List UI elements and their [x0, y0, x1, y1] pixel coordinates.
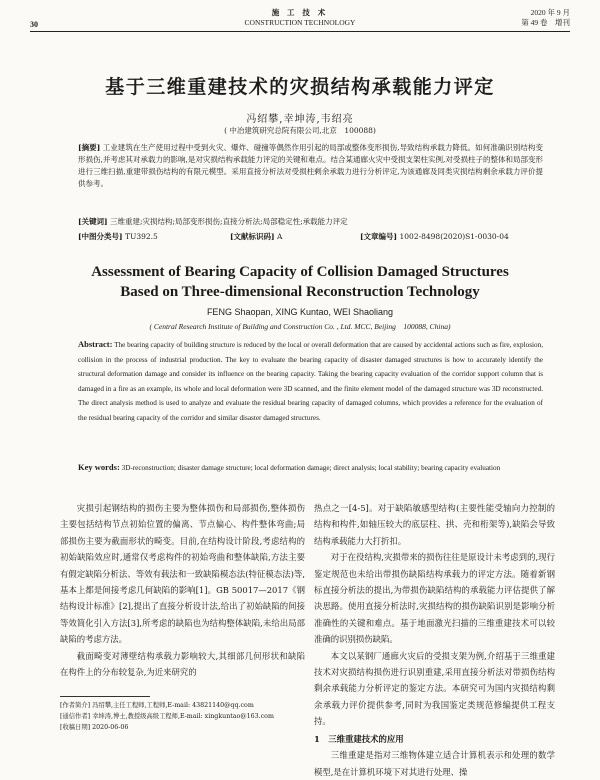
paper-title-en [0, 262, 600, 302]
authors-cn: 冯绍攀,幸坤涛,韦绍亮 [246, 114, 354, 125]
keywords-cn-label: [关键词] [78, 217, 108, 226]
paper-title-en-line1: Assessment of Bearing Capacity of Collision Damaged Structures [91, 264, 509, 280]
abstract-cn-text: 工业建筑在生产使用过程中受到火灾、爆炸、碰撞等偶然作用引起的局部或整体变形损伤,导致结构承载力降低。如何准确识别结构变形损伤,并考虑其对承载力的影响,是对灾损结构承载能力评定的关键和难点。结合某通廊火灾中受损支架柱实例,对受损柱子的整体和局部变形进行三维扫描,重建带损伤结构的有限元模型。采用直接分析法对受损柱剩余承载力进行分析评定,为该通廊及同类灾损结构剩余承载力评价提供参考。 [78, 143, 543, 188]
body-paragraph: 灾损引起钢结构的损伤主要为整体损伤和局部损伤,整体损伤主要包括结构节点初始位置的偏离、节点偏心、构件整体弯曲;局部损伤主要为截面形状的畸变。目前,在结构设计阶段,考虑结构的初始缺陷效应时,通常仅考虑构件的初始弯曲和整体缺陷,方法主要有假定缺陷分析法、等效有载法和一致缺陷模态法(特征模态法)等,基本上都是间接考虑几何缺陷的影响[1]。GB 50017—2017《钢结构设计标准》[2],提出了直接分析设计法,给出了初始缺陷的间接等效简化引入方法[3],所考虑的缺陷也为结构整体缺陷,未给出局部缺陷的考虑方法。 [60, 503, 305, 645]
body-paragraph: 截面畸变对薄壁结构承载力影响较大,其细部几何形状和缺陷在构件上的分布较复杂,为近来研究的 [60, 650, 305, 678]
affiliation-cn: ( 中冶建筑研究总院有限公司,北京 100088) [224, 126, 376, 135]
footnote-rule [60, 696, 150, 697]
footnotes [60, 700, 305, 733]
journal-name-cn: 施 工 技 术 [271, 8, 329, 17]
keywords-cn-text: 三维重建;灾损结构;局部变形损伤;直接分析法;局部稳定性;承载能力评定 [110, 217, 348, 226]
body-column-left [60, 500, 305, 680]
clc-label: [中图分类号] [78, 232, 123, 241]
footnote-author-bio: [作者简介] 冯绍攀,主任工程师,工程师,E-mail: 43821140@qq.com [60, 702, 254, 709]
authors-en: FENG Shaopan, XING Kuntao, WEI Shaoliang [206, 307, 394, 317]
body-paragraph: 本文以某钢厂通廊火灾后的受损支架为例,介绍基于三维重建技术对灾损结构损伤进行识别重建,采用直接分析法对带损伤结构剩余承载能力分析评定的鉴定方法。本研究可为国内灾损结构剩余承载力评价提供参考,同时为我国鉴定类规范修编提供工程支持。 [314, 650, 555, 727]
clc-value: TU392.5 [125, 232, 158, 241]
article-id-value: 1002-8498(2020)S1-0030-04 [399, 232, 509, 241]
issue-info [521, 8, 570, 28]
journal-name-en: CONSTRUCTION TECHNOLOGY [244, 18, 356, 27]
keywords-en-label: Key words: [78, 462, 120, 472]
keywords-en [78, 461, 543, 475]
doc-code-value: A [277, 232, 283, 241]
footnote-received-date: [收稿日期] 2020-06-06 [60, 724, 129, 731]
body-column-right [314, 500, 555, 780]
body-paragraph: 热点之一[4-5]。对于缺陷敏感型结构(主要性能受轴向力控制的结构和构件,如轴压较大的底层柱、拱、壳和桁架等),缺陷会导致结构承载能力大打折扣。 [314, 503, 555, 546]
footnote-corresponding: [通信作者] 幸坤涛,博士,教授级高级工程师,E-mail: xingkuntao@163.com [60, 713, 274, 720]
keywords-en-text: 3D-reconstruction; disaster damage structure; local deformation damage; direct analysis; local stability; bearing capacity evaluation [121, 464, 501, 472]
keywords-cn [78, 216, 543, 228]
section-heading: 1 三维重建技术的应用 [314, 733, 404, 744]
article-id-label: [文章编号] [360, 232, 398, 241]
abstract-en [78, 337, 543, 425]
abstract-cn-label: [摘要] [78, 143, 101, 152]
header-rule [30, 31, 570, 32]
issue-date: 2020 年 9 月 [530, 8, 570, 17]
body-paragraph: 三维重建是指对三维物体建立适合计算机表示和处理的数学模型,是在计算机环境下对其进行处理、操 [314, 750, 555, 777]
abstract-en-text: The bearing capacity of building structure is reduced by the local or overall deformation that are caused by accidental actions such as fire, explosion, collision in the process of industrial production. The key to evaluate the bearing capacity of disaster damaged structures is how to accurately identify the structural deformation damage and consider its influence on the bearing capacity. Taking the bearing capacity evaluation of the corridor support column that is damaged in a fire as an example, its whole and local deformation were 3D scanned, and the finite element model of the damaged structure was 3D reconstructed. The direct analysis method is used to analyze and evaluate the residual bearing capacity of damaged columns, which provides a reference for the evaluation of the residual bearing capacity of the corridor and similar disaster damaged structures. [78, 341, 543, 422]
page-number: 30 [30, 20, 38, 29]
journal-name [30, 8, 570, 28]
issue-volume: 第 49 卷 增刊 [521, 18, 570, 27]
paper-title-cn: 基于三维重建技术的灾损结构承载能力评定 [105, 76, 495, 98]
doc-code-label: [文献标识码] [230, 232, 275, 241]
abstract-cn [78, 142, 543, 190]
affiliation-en: ( Central Research Institute of Building and Construction Co. , Ltd. MCC, Beijing 100088, China) [149, 322, 451, 331]
body-paragraph: 对于在役结构,灾损带来的损伤往往是原设计未考虑到的,现行鉴定规范也未给出带损伤缺陷结构承载力的评定方法。随着新钢标直接分析法的提出,为带损伤缺陷结构的承载能力评估提供了解决思路。使用直接分析法时,灾损结构的损伤缺陷识别是影响分析准确性的关键和难点。基于地面激光扫描的三维重建技术可以较准确的识别损伤缺陷。 [314, 552, 555, 645]
abstract-en-label: Abstract: [78, 339, 113, 349]
running-header [30, 6, 570, 34]
paper-title-en-line2: Based on Three-dimensional Reconstruction Technology [120, 284, 480, 300]
